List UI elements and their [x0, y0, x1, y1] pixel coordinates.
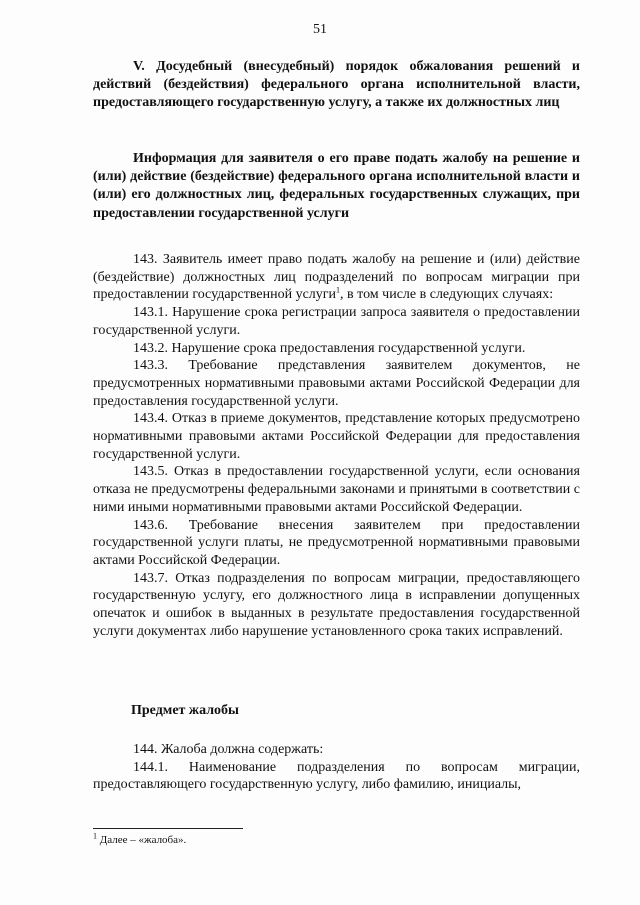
list-item: 143.2. Нарушение срока предоставления государственной услуги.	[133, 340, 526, 356]
subject-heading: Предмет жалобы	[131, 703, 239, 718]
list-item: 143.7. Отказ подразделения по вопросам миграции, предоставляющего государственную услугу, его должностного лица в исправлении допущенных опечаток и ошибок в выданных в результате предоставления государственной услуги документах либо нарушение установленного срока таких исправлений.	[93, 570, 580, 639]
paragraph-143-tail: , в том числе в следующих случаях:	[340, 287, 554, 303]
footnote-reference: 1	[336, 285, 341, 295]
footnote	[93, 831, 187, 846]
paragraph-144-1: 144.1. Наименование подразделения по вопросам миграции, предоставляющего государственную услугу, либо фамилию, инициалы,	[93, 759, 580, 793]
list-item: 143.5. Отказ в предоставлении государственной услуги, если основания отказа не предусмотрены федеральными законами и принятыми в соответствии с ними иными нормативными правовыми актами Российской Федерации.	[93, 464, 580, 515]
complaint-contents	[93, 741, 580, 794]
page-number: 51	[313, 22, 327, 37]
complaint-cases	[93, 251, 580, 640]
list-item: 143.3. Требование представления заявителем документов, не предусмотренных нормативными правовыми актами Российской Федерации для предоставления государственной услуги.	[93, 358, 580, 409]
list-item: 143.1. Нарушение срока регистрации запроса заявителя о предоставлении государственной услуги.	[93, 305, 580, 338]
paragraph-143-text: 143. Заявитель имеет право подать жалобу на решение и (или) действие (бездействие) должностных лиц подразделений по вопросам миграции при предоставлении государственной услуги	[93, 252, 580, 303]
paragraph-143	[93, 251, 580, 304]
list-item: 143.6. Требование внесения заявителем при предоставлении государственной услуги платы, не предусмотренной нормативными правовыми актами Российской Федерации.	[93, 517, 580, 568]
list-item: 143.4. Отказ в приеме документов, представление которых предусмотрено нормативными правовыми актами Российской Федерации для предоставления государственной услуги.	[93, 411, 580, 462]
footnote-divider	[93, 828, 243, 829]
paragraph-144: 144. Жалоба должна содержать:	[133, 742, 324, 757]
section-title-text: V. Досудебный (внесудебный) порядок обжалования решений и действий (бездействия) федерального органа исполнительной власти, предоставляющего государственную услугу, а также их должностных лиц	[93, 59, 580, 111]
subsection-title: Информация для заявителя о его праве подать жалобу на решение и (или) действие (бездействие) федерального органа исполнительной власти и (или) его должностных лиц, федеральных государственных служащих, при предоставлении государственной услуги	[93, 151, 580, 221]
section-title	[93, 58, 580, 113]
footnote-mark: 1	[93, 831, 97, 841]
footnote-text: Далее – «жалоба».	[97, 834, 187, 846]
